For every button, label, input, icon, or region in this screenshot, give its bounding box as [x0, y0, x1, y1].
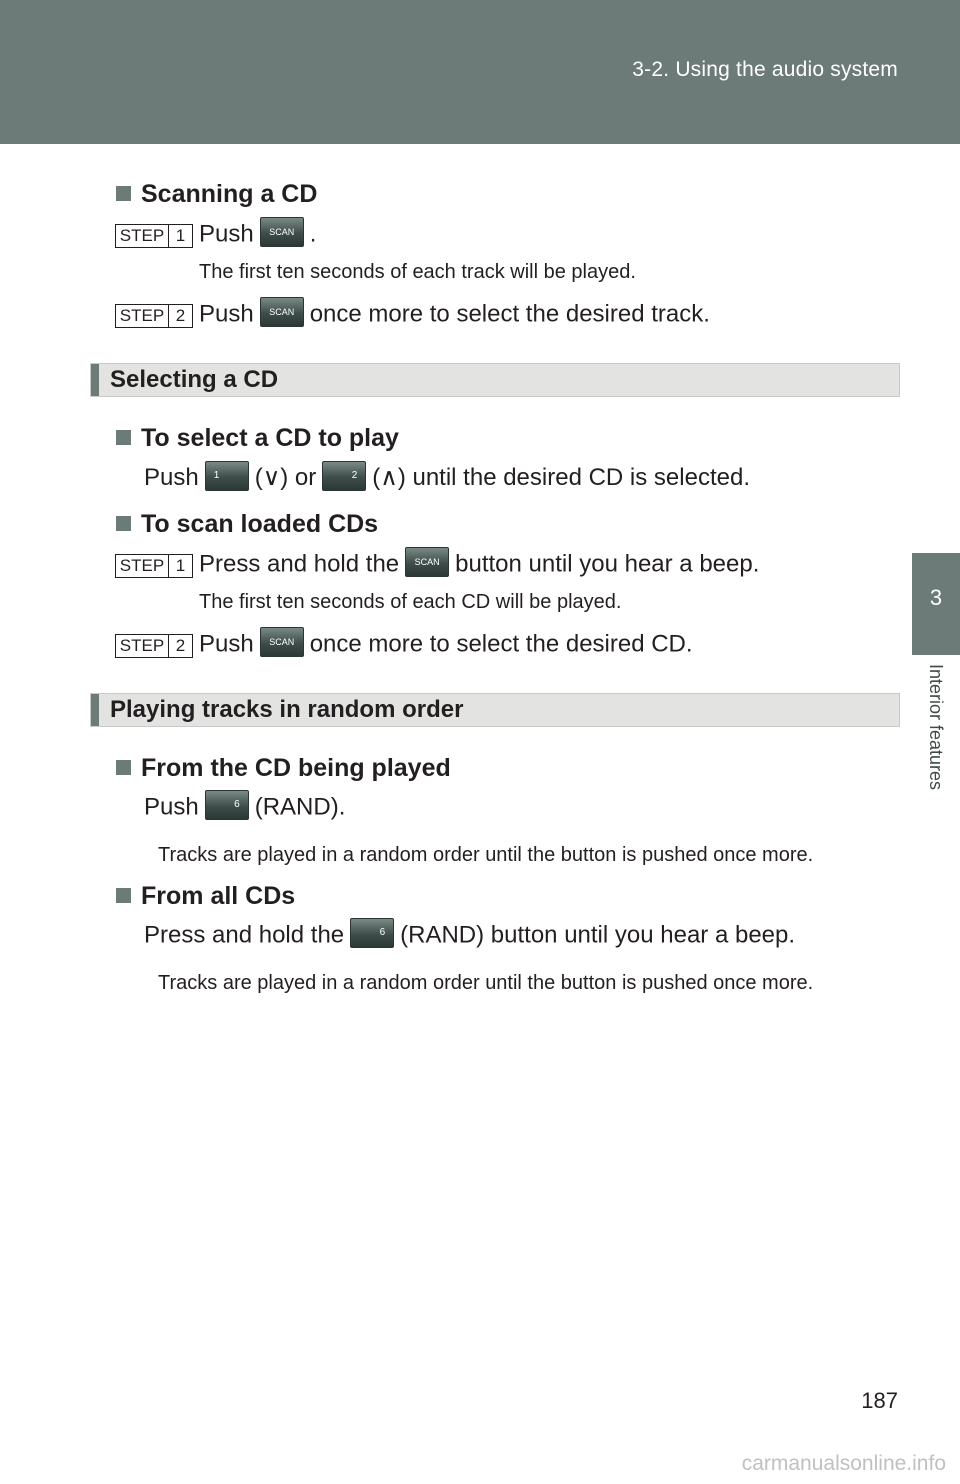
preset-1-button-icon: 1	[205, 461, 249, 491]
step-text-before: Press and hold the	[199, 550, 400, 578]
heading-from-all-cds	[116, 882, 295, 911]
scan-step-2-text	[199, 630, 693, 660]
heading-text: To scan loaded CDs	[141, 510, 379, 538]
step-2-badge	[115, 304, 193, 328]
step-text-after: button until you hear a beep.	[455, 550, 760, 578]
step-text-after: once more to select the desired track.	[309, 300, 710, 328]
bullet-square-icon	[116, 186, 131, 201]
scan-button-icon: SCAN	[260, 627, 304, 657]
heading-from-cd-played	[116, 754, 451, 783]
preset-6-button-icon: 6	[205, 790, 249, 820]
step-word: STEP	[116, 555, 169, 577]
heading-text: Scanning a CD	[141, 180, 318, 208]
step-1-note: The first ten seconds of each track will be played.	[199, 261, 636, 283]
text-rand: (RAND).	[254, 793, 346, 821]
step-1-text	[199, 220, 316, 250]
step-2-text	[199, 300, 710, 330]
from-all-note: Tracks are played in a random order until the button is pushed once more.	[158, 972, 814, 994]
heading-text: From the CD being played	[141, 754, 451, 782]
scan-button-icon: SCAN	[405, 547, 449, 577]
text-down: (∨) or	[254, 464, 317, 491]
bullet-square-icon	[116, 760, 131, 775]
step-number: 2	[175, 636, 186, 655]
heading-text: To select a CD to play	[141, 424, 399, 452]
section-title: Playing tracks in random order	[110, 696, 464, 723]
step-word: STEP	[116, 225, 169, 247]
chapter-number: 3	[929, 585, 943, 610]
preset-6-button-icon: 6	[350, 918, 394, 948]
page-number: 187	[861, 1388, 898, 1413]
step-2-badge	[115, 634, 193, 658]
heading-scanning-cd	[116, 180, 317, 209]
text-before: Press and hold the	[144, 921, 345, 949]
heading-select-cd	[116, 424, 399, 453]
scan-button-icon: SCAN	[260, 217, 304, 247]
scan-step-1-text	[199, 550, 759, 580]
page-header	[0, 0, 960, 144]
step-text-before: Push	[199, 220, 254, 248]
heading-scan-loaded	[116, 510, 378, 539]
from-all-text	[144, 921, 795, 951]
section-title: Selecting a CD	[110, 366, 279, 393]
text-push: Push	[144, 793, 199, 821]
step-text-before: Push	[199, 630, 254, 658]
scan-button-icon: SCAN	[260, 297, 304, 327]
step-text-after: .	[309, 220, 317, 248]
text-push: Push	[144, 464, 199, 491]
chapter-label: Interior features	[926, 664, 946, 791]
watermark: carmanualsonline.info	[741, 1452, 946, 1475]
section-bar-random	[90, 693, 900, 727]
step-1-badge	[115, 554, 193, 578]
bullet-square-icon	[116, 430, 131, 445]
bar-accent	[91, 694, 99, 726]
section-bar-selecting-cd	[90, 363, 900, 397]
from-played-text	[144, 793, 345, 823]
step-1-badge	[115, 224, 193, 248]
bar-accent	[91, 364, 99, 396]
bullet-square-icon	[116, 516, 131, 531]
from-played-note: Tracks are played in a random order until the button is pushed once more.	[158, 844, 814, 866]
select-cd-text	[144, 463, 750, 494]
step-word: STEP	[116, 635, 169, 657]
step-number: 1	[175, 556, 186, 575]
bullet-square-icon	[116, 888, 131, 903]
scan-step-1-note: The first ten seconds of each CD will be played.	[199, 591, 622, 613]
heading-text: From all CDs	[141, 882, 296, 910]
step-number: 1	[175, 226, 186, 245]
step-text-before: Push	[199, 300, 254, 328]
preset-2-button-icon: 2	[322, 461, 366, 491]
text-after: (RAND) button until you hear a beep.	[400, 921, 796, 949]
header-title: 3-2. Using the audio system	[632, 58, 898, 81]
step-word: STEP	[116, 305, 169, 327]
step-number: 2	[175, 306, 186, 325]
step-text-after: once more to select the desired CD.	[309, 630, 693, 658]
text-up: (∧) until the desired CD is selected.	[372, 464, 750, 491]
